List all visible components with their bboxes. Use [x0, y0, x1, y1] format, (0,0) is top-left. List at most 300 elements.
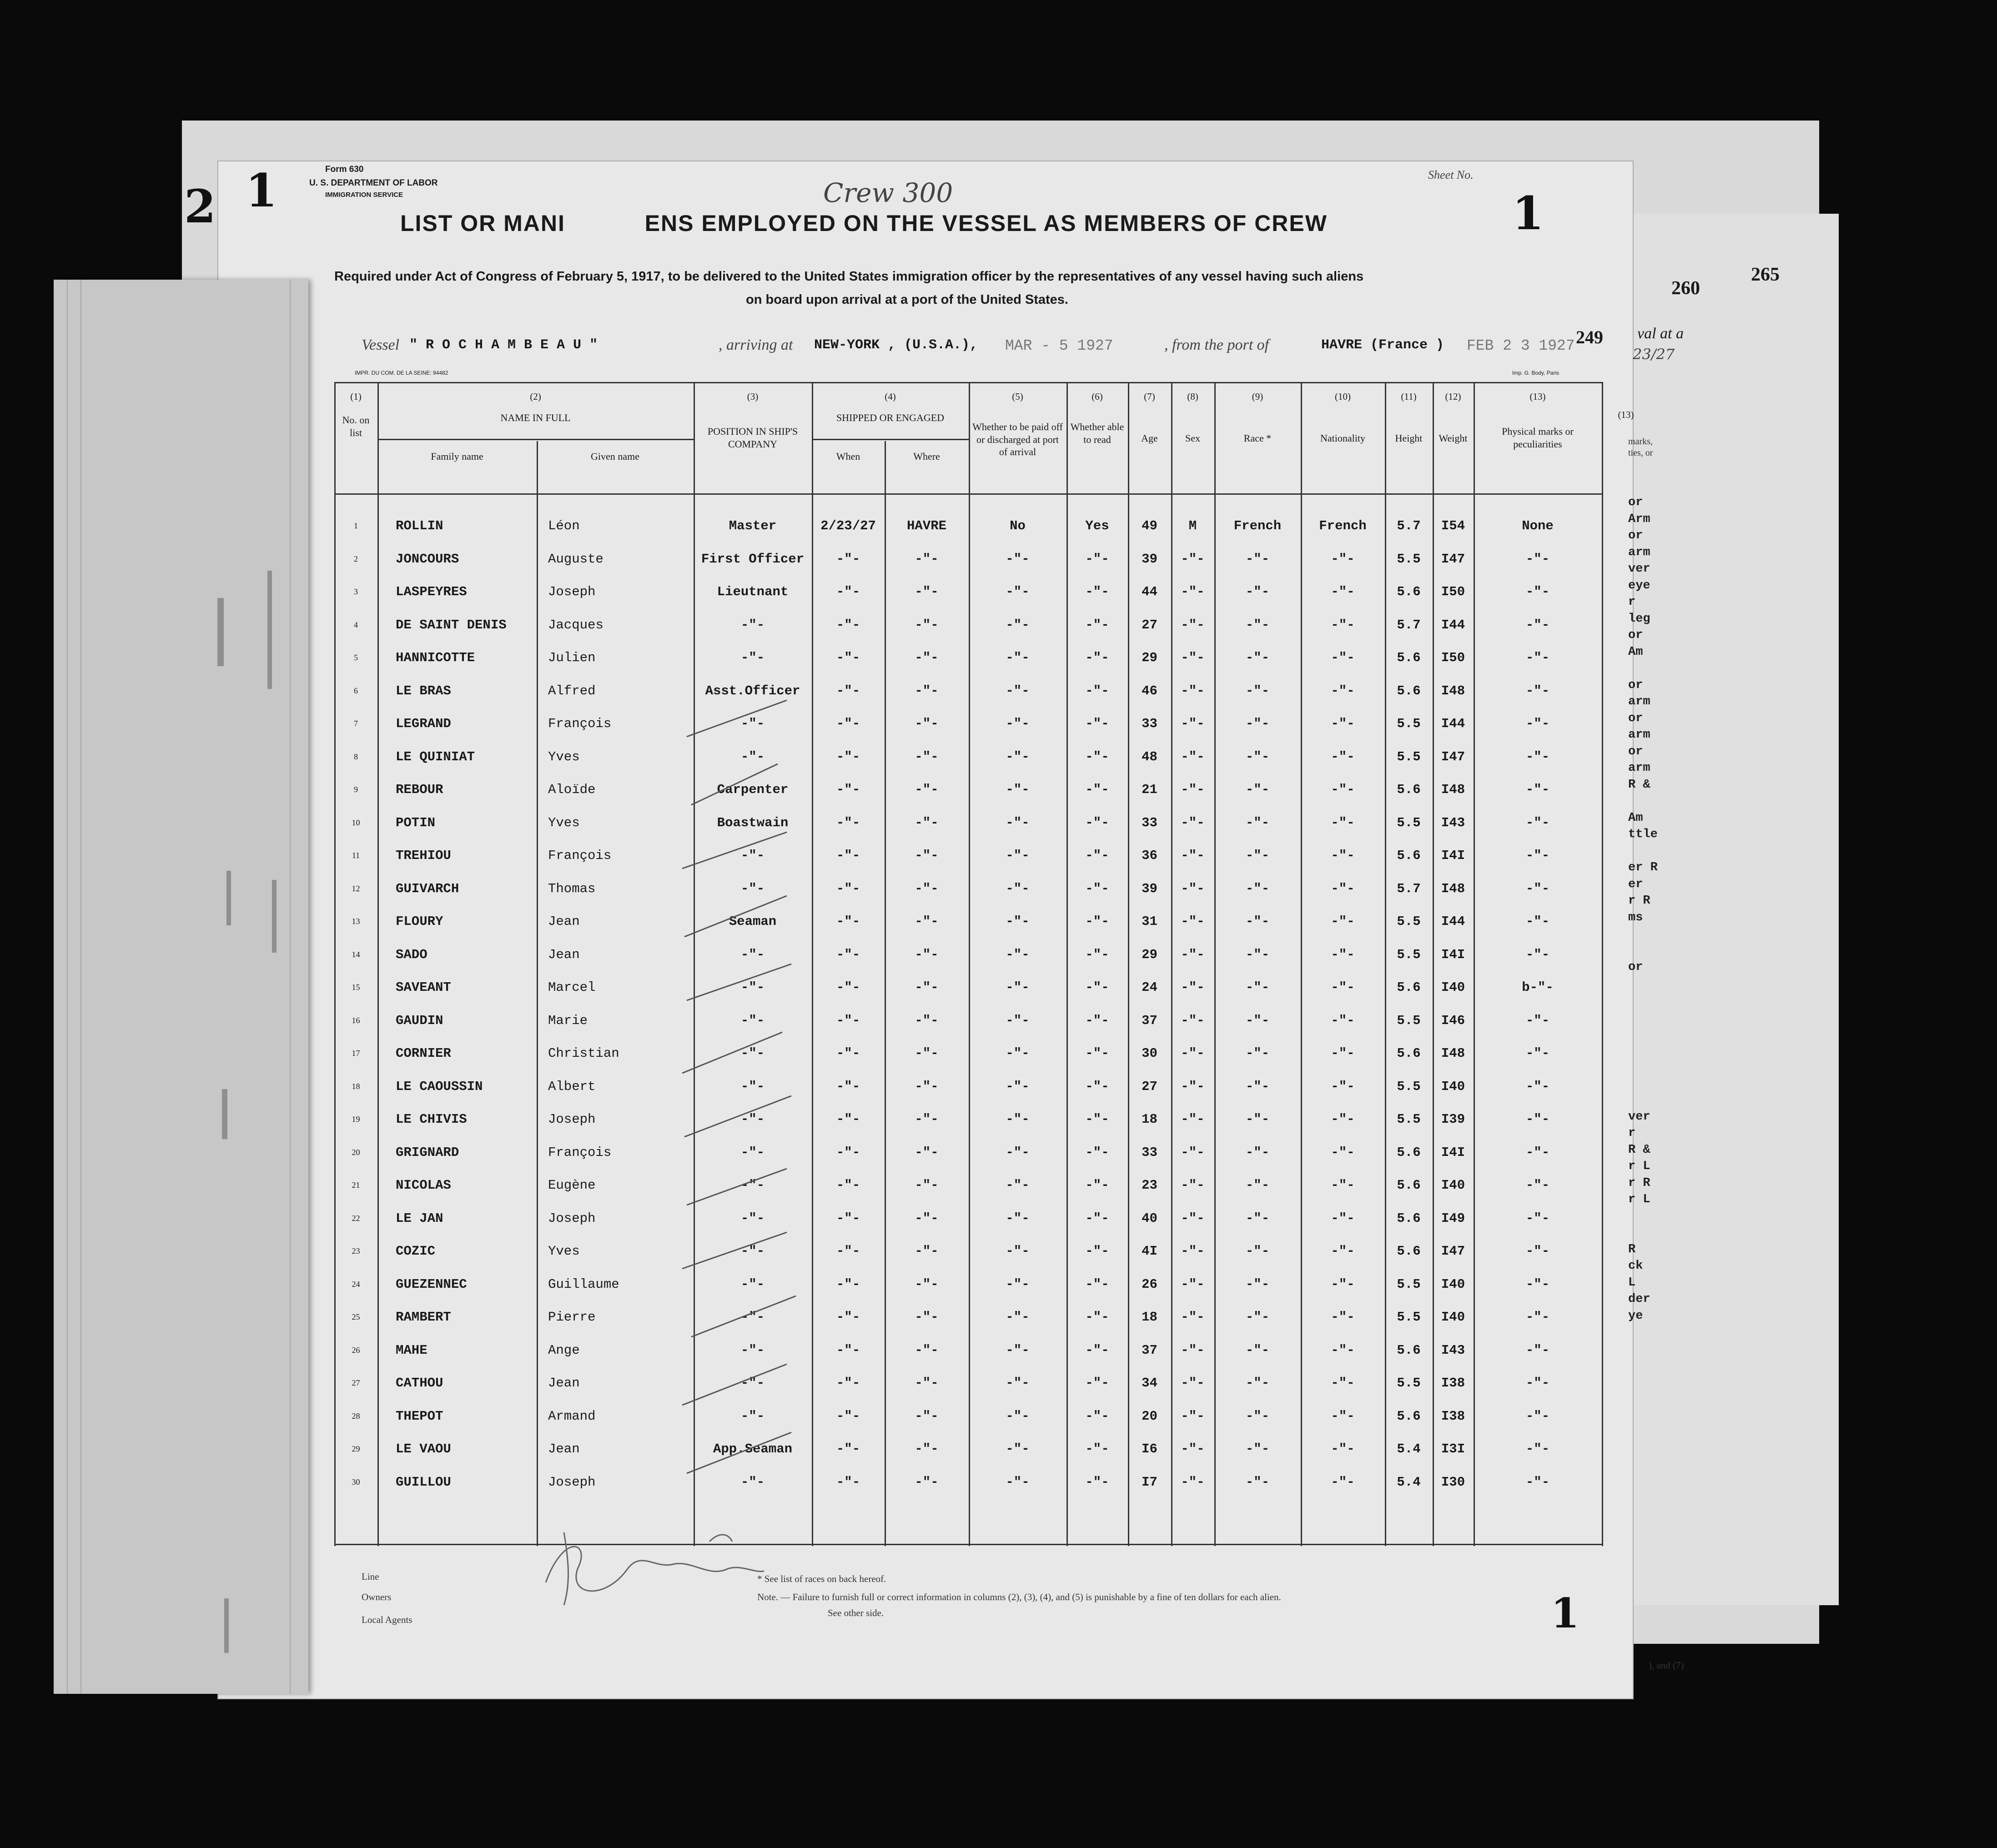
row-19-no: 19: [352, 1115, 360, 1124]
subheader-rule: [377, 439, 694, 440]
row-1-position: Master: [729, 518, 777, 533]
row-27-weight: I38: [1441, 1376, 1465, 1391]
row-12-no: 12: [352, 884, 360, 893]
header-col1-number: (1): [350, 391, 362, 402]
row-13-given: Jean: [548, 914, 580, 929]
row-5-family: HANNICOTTE: [396, 650, 475, 665]
row-9-marks: -"-: [1525, 782, 1550, 797]
row-4-marks: -"-: [1525, 617, 1550, 633]
row-3-age: 44: [1142, 584, 1157, 599]
row-22-no: 22: [352, 1213, 360, 1223]
header-col1-label: No. on list: [342, 414, 370, 438]
row-25-weight: I40: [1441, 1310, 1465, 1325]
back-mark-48: L: [1628, 1276, 1636, 1290]
row-2-sex: -"-: [1181, 551, 1205, 567]
row-23-weight: I47: [1441, 1244, 1465, 1259]
row-13-no: 13: [352, 917, 360, 926]
header-col11-label: Height: [1395, 432, 1423, 444]
row-20-position: -"-: [740, 1145, 765, 1160]
header-col3-number: (3): [747, 391, 759, 402]
back-page-number-b: 265: [1751, 264, 1780, 285]
row-13-race: -"-: [1245, 914, 1270, 929]
row-13-sex: -"-: [1181, 914, 1205, 929]
header-col9-label: Race *: [1243, 432, 1272, 444]
row-9-race: -"-: [1245, 782, 1270, 797]
from-port-label: , from the port of: [1164, 336, 1269, 353]
row-13-paid: -"-: [1006, 914, 1030, 929]
row-23-read: -"-: [1085, 1244, 1109, 1259]
row-10-given: Yves: [548, 815, 580, 830]
row-22-age: 40: [1142, 1210, 1157, 1226]
back-mark-50: ye: [1628, 1309, 1643, 1323]
row-24-no: 24: [352, 1279, 360, 1289]
row-27-sex: -"-: [1181, 1376, 1205, 1391]
back-mark-5: ver: [1628, 562, 1650, 576]
header-col6-number: (6): [1092, 391, 1103, 402]
row-28-height: 5.6: [1397, 1408, 1421, 1424]
crew-annotation: Crew 300: [823, 177, 953, 208]
row-16-marks: -"-: [1525, 1013, 1550, 1028]
row-15-marks: b-"-: [1522, 980, 1554, 995]
row-28-age: 20: [1142, 1408, 1157, 1424]
row-8-height: 5.5: [1397, 749, 1421, 764]
row-3-when: -"-: [836, 584, 860, 599]
row-26-height: 5.6: [1397, 1342, 1421, 1358]
row-29-when: -"-: [836, 1441, 860, 1456]
row-8-position: -"-: [740, 749, 765, 764]
row-22-where: -"-: [915, 1210, 939, 1226]
row-17-weight: I48: [1441, 1046, 1465, 1061]
row-21-family: NICOLAS: [396, 1178, 451, 1193]
row-29-weight: I3I: [1441, 1441, 1465, 1456]
row-18-no: 18: [352, 1081, 360, 1091]
row-6-height: 5.6: [1397, 683, 1421, 698]
row-10-sex: -"-: [1181, 815, 1205, 830]
header-col5-number: (5): [1012, 391, 1023, 402]
row-1-where: HAVRE: [906, 518, 946, 533]
row-13-family: FLOURY: [396, 914, 443, 929]
row-2-no: 2: [354, 554, 358, 563]
row-9-paid: -"-: [1006, 782, 1030, 797]
row-1-height: 5.7: [1397, 518, 1421, 533]
row-25-race: -"-: [1245, 1310, 1270, 1325]
row-29-read: -"-: [1085, 1441, 1109, 1456]
row-2-age: 39: [1142, 551, 1157, 567]
row-9-sex: -"-: [1181, 782, 1205, 797]
row-14-marks: -"-: [1525, 947, 1550, 962]
row-28-paid: -"-: [1006, 1408, 1030, 1424]
row-21-paid: -"-: [1006, 1178, 1030, 1193]
row-23-no: 23: [352, 1246, 360, 1255]
back-mark-49: der: [1628, 1292, 1650, 1306]
row-30-height: 5.4: [1397, 1474, 1421, 1490]
row-6-nationality: -"-: [1331, 683, 1355, 698]
row-20-race: -"-: [1245, 1145, 1270, 1160]
header-where: Where: [913, 451, 940, 462]
row-11-nationality: -"-: [1331, 848, 1355, 863]
row-26-family: MAHE: [396, 1342, 428, 1358]
row-9-weight: I48: [1441, 782, 1465, 797]
row-10-race: -"-: [1245, 815, 1270, 830]
manifest-subtitle-1: Required under Act of Congress of February 5, 1917, to be delivered to the United States immigration officer by the representatives of any vessel having such aliens: [334, 269, 1364, 284]
row-24-height: 5.5: [1397, 1276, 1421, 1292]
row-9-read: -"-: [1085, 782, 1109, 797]
row-23-when: -"-: [836, 1244, 860, 1259]
back-mark-47: ck: [1628, 1259, 1643, 1273]
row-14-when: -"-: [836, 947, 860, 962]
footer-races-note: * See list of races on back hereof.: [757, 1573, 886, 1584]
row-11-read: -"-: [1085, 848, 1109, 863]
row-11-no: 11: [352, 851, 360, 860]
row-16-no: 16: [352, 1015, 360, 1025]
overleaf-texture: [54, 280, 308, 1694]
row-10-height: 5.5: [1397, 815, 1421, 830]
row-4-position: -"-: [740, 617, 765, 633]
back-mark-40: R &: [1628, 1143, 1650, 1157]
row-21-sex: -"-: [1181, 1178, 1205, 1193]
department-name: U. S. DEPARTMENT OF LABOR: [309, 178, 438, 188]
back-mark-21: ttle: [1628, 828, 1658, 841]
row-14-weight: I4I: [1441, 947, 1465, 962]
row-5-read: -"-: [1085, 650, 1109, 665]
row-26-nationality: -"-: [1331, 1342, 1355, 1358]
row-5-sex: -"-: [1181, 650, 1205, 665]
row-17-paid: -"-: [1006, 1046, 1030, 1061]
row-2-when: -"-: [836, 551, 860, 567]
row-4-read: -"-: [1085, 617, 1109, 633]
row-24-when: -"-: [836, 1276, 860, 1292]
row-9-height: 5.6: [1397, 782, 1421, 797]
row-5-marks: -"-: [1525, 650, 1550, 665]
row-4-race: -"-: [1245, 617, 1270, 633]
row-12-family: GUIVARCH: [396, 881, 459, 896]
manifest-subtitle-2: on board upon arrival at a port of the United States.: [746, 292, 1068, 307]
row-29-height: 5.4: [1397, 1441, 1421, 1456]
row-25-family: RAMBERT: [396, 1310, 451, 1325]
header-col12-number: (12): [1445, 391, 1461, 402]
row-12-height: 5.7: [1397, 881, 1421, 896]
header-col2-number: (2): [530, 391, 541, 402]
row-22-family: LE JAN: [396, 1210, 443, 1226]
row-29-race: -"-: [1245, 1441, 1270, 1456]
row-28-family: THEPOT: [396, 1408, 443, 1424]
row-1-marks: None: [1522, 518, 1554, 533]
back-mark-12: or: [1628, 678, 1643, 692]
row-18-when: -"-: [836, 1079, 860, 1094]
back-mark-17: arm: [1628, 761, 1650, 775]
row-29-age: I6: [1142, 1441, 1157, 1456]
row-7-paid: -"-: [1006, 716, 1030, 731]
row-7-where: -"-: [915, 716, 939, 731]
row-10-no: 10: [352, 818, 360, 827]
footer-owners-label: Owners: [362, 1592, 392, 1602]
row-21-height: 5.6: [1397, 1178, 1421, 1193]
row-11-paid: -"-: [1006, 848, 1030, 863]
row-12-given: Thomas: [548, 881, 596, 896]
row-3-position: Lieutnant: [717, 584, 789, 599]
row-7-weight: I44: [1441, 716, 1465, 731]
back-mark-25: r R: [1628, 894, 1650, 908]
header-given-name: Given name: [591, 451, 639, 462]
row-6-paid: -"-: [1006, 683, 1030, 698]
row-5-race: -"-: [1245, 650, 1270, 665]
row-12-age: 39: [1142, 881, 1157, 896]
row-26-read: -"-: [1085, 1342, 1109, 1358]
footer-line-label: Line: [362, 1571, 379, 1582]
row-24-position: -"-: [740, 1276, 765, 1292]
row-12-read: -"-: [1085, 881, 1109, 896]
row-25-marks: -"-: [1525, 1310, 1550, 1325]
row-27-family: CATHOU: [396, 1376, 443, 1391]
back-mark-15: arm: [1628, 728, 1650, 742]
row-13-nationality: -"-: [1331, 914, 1355, 929]
row-11-race: -"-: [1245, 848, 1270, 863]
row-8-weight: I47: [1441, 749, 1465, 764]
row-3-nationality: -"-: [1331, 584, 1355, 599]
row-30-weight: I30: [1441, 1474, 1465, 1490]
row-25-nationality: -"-: [1331, 1310, 1355, 1325]
row-20-age: 33: [1142, 1145, 1157, 1160]
row-8-nationality: -"-: [1331, 749, 1355, 764]
row-10-family: POTIN: [396, 815, 436, 830]
back-mark-3: or: [1628, 529, 1643, 542]
row-1-race: French: [1233, 518, 1282, 533]
row-30-where: -"-: [915, 1474, 939, 1490]
row-19-where: -"-: [915, 1112, 939, 1127]
back-mark-10: Am: [1628, 645, 1643, 659]
row-1-family: ROLLIN: [396, 518, 443, 533]
row-6-when: -"-: [836, 683, 860, 698]
row-24-given: Guillaume: [548, 1276, 619, 1292]
row-25-paid: -"-: [1006, 1310, 1030, 1325]
row-27-paid: -"-: [1006, 1376, 1030, 1391]
row-10-weight: I43: [1441, 815, 1465, 830]
back-page-number-a: 260: [1671, 278, 1700, 299]
row-2-read: -"-: [1085, 551, 1109, 567]
row-14-paid: -"-: [1006, 947, 1030, 962]
row-19-nationality: -"-: [1331, 1112, 1355, 1127]
row-8-marks: -"-: [1525, 749, 1550, 764]
row-1-when: 2/23/27: [820, 518, 876, 533]
row-5-where: -"-: [915, 650, 939, 665]
header-col7-number: (7): [1144, 391, 1155, 402]
row-29-paid: -"-: [1006, 1441, 1030, 1456]
row-14-given: Jean: [548, 947, 580, 962]
row-4-nationality: -"-: [1331, 617, 1355, 633]
row-14-family: SADO: [396, 947, 428, 962]
back-mark-18: R &: [1628, 778, 1650, 792]
row-20-given: François: [548, 1145, 612, 1160]
row-21-position: -"-: [740, 1178, 765, 1193]
row-21-when: -"-: [836, 1178, 860, 1193]
back-sheet-footer: ), and (7): [1649, 1660, 1684, 1671]
row-13-when: -"-: [836, 914, 860, 929]
row-1-weight: I54: [1441, 518, 1465, 533]
row-15-family: SAVEANT: [396, 980, 451, 995]
row-27-where: -"-: [915, 1376, 939, 1391]
row-9-no: 9: [354, 785, 358, 794]
row-2-nationality: -"-: [1331, 551, 1355, 567]
back-mark-7: r: [1628, 595, 1636, 609]
row-22-marks: -"-: [1525, 1210, 1550, 1226]
row-20-sex: -"-: [1181, 1145, 1205, 1160]
row-27-no: 27: [352, 1378, 360, 1387]
row-21-no: 21: [352, 1180, 360, 1190]
row-2-where: -"-: [915, 551, 939, 567]
row-18-height: 5.5: [1397, 1079, 1421, 1094]
row-18-paid: -"-: [1006, 1079, 1030, 1094]
row-7-race: -"-: [1245, 716, 1270, 731]
row-30-sex: -"-: [1181, 1474, 1205, 1490]
row-18-sex: -"-: [1181, 1079, 1205, 1094]
row-24-age: 26: [1142, 1276, 1157, 1292]
row-16-height: 5.5: [1397, 1013, 1421, 1028]
row-11-when: -"-: [836, 848, 860, 863]
row-18-weight: I40: [1441, 1079, 1465, 1094]
row-18-read: -"-: [1085, 1079, 1109, 1094]
row-4-height: 5.7: [1397, 617, 1421, 633]
row-15-nationality: -"-: [1331, 980, 1355, 995]
row-3-marks: -"-: [1525, 584, 1550, 599]
row-6-read: -"-: [1085, 683, 1109, 698]
row-12-position: -"-: [740, 881, 765, 896]
manifest-title: LIST OR MANI ENS EMPLOYED ON THE VESSEL AS MEMBERS OF CREW: [400, 211, 1328, 236]
column-divider: [537, 441, 538, 1546]
stamp-number: 249: [1576, 327, 1603, 347]
row-30-paid: -"-: [1006, 1474, 1030, 1490]
row-29-marks: -"-: [1525, 1441, 1550, 1456]
row-10-read: -"-: [1085, 815, 1109, 830]
row-6-weight: I48: [1441, 683, 1465, 698]
row-23-marks: -"-: [1525, 1244, 1550, 1259]
row-25-given: Pierre: [548, 1310, 596, 1325]
row-10-when: -"-: [836, 815, 860, 830]
row-24-nationality: -"-: [1331, 1276, 1355, 1292]
header-col12-label: Weight: [1439, 432, 1468, 444]
row-6-marks: -"-: [1525, 683, 1550, 698]
back-mark-16: or: [1628, 744, 1643, 758]
row-16-family: GAUDIN: [396, 1013, 443, 1028]
row-4-no: 4: [354, 620, 358, 629]
row-1-nationality: French: [1319, 518, 1367, 533]
row-8-sex: -"-: [1181, 749, 1205, 764]
back-mark-4: arm: [1628, 545, 1650, 559]
row-6-sex: -"-: [1181, 683, 1205, 698]
sheet-number-right: 1: [1512, 186, 1544, 240]
row-11-age: 36: [1142, 848, 1157, 863]
row-30-family: GUILLOU: [396, 1474, 451, 1490]
row-12-nationality: -"-: [1331, 881, 1355, 896]
row-13-marks: -"-: [1525, 914, 1550, 929]
row-15-sex: -"-: [1181, 980, 1205, 995]
row-8-read: -"-: [1085, 749, 1109, 764]
row-3-read: -"-: [1085, 584, 1109, 599]
header-col4-label: SHIPPED OR ENGAGED: [836, 412, 945, 423]
row-24-marks: -"-: [1525, 1276, 1550, 1292]
back-mark-24: er: [1628, 877, 1643, 891]
row-22-read: -"-: [1085, 1210, 1109, 1226]
row-13-height: 5.5: [1397, 914, 1421, 929]
row-5-age: 29: [1142, 650, 1157, 665]
service-name: IMMIGRATION SERVICE: [325, 191, 403, 199]
row-21-race: -"-: [1245, 1178, 1270, 1193]
row-25-read: -"-: [1085, 1310, 1109, 1325]
header-when: When: [836, 451, 860, 462]
form-number: Form 630: [325, 165, 364, 174]
row-10-position: Boastwain: [717, 815, 789, 830]
row-14-position: -"-: [740, 947, 765, 962]
printer-right: Imp. G. Body, Paris: [1512, 370, 1559, 376]
row-20-height: 5.6: [1397, 1145, 1421, 1160]
row-20-read: -"-: [1085, 1145, 1109, 1160]
row-3-race: -"-: [1245, 584, 1270, 599]
row-28-sex: -"-: [1181, 1408, 1205, 1424]
row-8-when: -"-: [836, 749, 860, 764]
row-17-read: -"-: [1085, 1046, 1109, 1061]
header-col8-label: Sex: [1185, 432, 1200, 444]
row-4-family: DE SAINT DENIS: [396, 617, 507, 633]
back-mark-13: arm: [1628, 695, 1650, 708]
header-col7-label: Age: [1141, 432, 1158, 444]
vessel-name: " R O C H A M B E A U ": [409, 337, 598, 353]
header-col3-label: POSITION IN SHIP'S COMPANY: [707, 426, 798, 450]
row-22-height: 5.6: [1397, 1210, 1421, 1226]
row-30-given: Joseph: [548, 1474, 596, 1490]
row-25-height: 5.5: [1397, 1310, 1421, 1325]
row-25-age: 18: [1142, 1310, 1157, 1325]
row-4-when: -"-: [836, 617, 860, 633]
row-20-paid: -"-: [1006, 1145, 1030, 1160]
row-18-family: LE CAOUSSIN: [396, 1079, 483, 1094]
row-20-when: -"-: [836, 1145, 860, 1160]
row-11-position: -"-: [740, 848, 765, 863]
arriving-port: NEW-YORK , (U.S.A.),: [814, 337, 978, 353]
row-19-when: -"-: [836, 1112, 860, 1127]
printer-left: IMPR. DU COM. DE LA SEINE: 94482: [355, 370, 448, 376]
row-26-age: 37: [1142, 1342, 1157, 1358]
row-2-race: -"-: [1245, 551, 1270, 567]
row-18-nationality: -"-: [1331, 1079, 1355, 1094]
back-sheet-date: 23/27: [1633, 346, 1675, 363]
row-26-sex: -"-: [1181, 1342, 1205, 1358]
row-22-when: -"-: [836, 1210, 860, 1226]
row-15-no: 15: [352, 983, 360, 992]
back-col13-marks: marks,: [1628, 437, 1653, 447]
row-30-age: I7: [1142, 1474, 1157, 1490]
row-7-height: 5.5: [1397, 716, 1421, 731]
row-28-read: -"-: [1085, 1408, 1109, 1424]
row-3-height: 5.6: [1397, 584, 1421, 599]
row-17-when: -"-: [836, 1046, 860, 1061]
row-26-no: 26: [352, 1345, 360, 1355]
row-29-nationality: -"-: [1331, 1441, 1355, 1456]
row-14-sex: -"-: [1181, 947, 1205, 962]
row-17-family: CORNIER: [396, 1046, 451, 1061]
row-26-when: -"-: [836, 1342, 860, 1358]
header-col11-number: (11): [1401, 391, 1417, 402]
handwritten-signature: [537, 1514, 773, 1610]
row-30-race: -"-: [1245, 1474, 1270, 1490]
row-30-nationality: -"-: [1331, 1474, 1355, 1490]
row-24-where: -"-: [915, 1276, 939, 1292]
row-19-given: Joseph: [548, 1112, 596, 1127]
row-26-where: -"-: [915, 1342, 939, 1358]
row-24-family: GUEZENNEC: [396, 1276, 467, 1292]
row-28-where: -"-: [915, 1408, 939, 1424]
row-18-where: -"-: [915, 1079, 939, 1094]
row-16-age: 37: [1142, 1013, 1157, 1028]
row-8-age: 48: [1142, 749, 1157, 764]
